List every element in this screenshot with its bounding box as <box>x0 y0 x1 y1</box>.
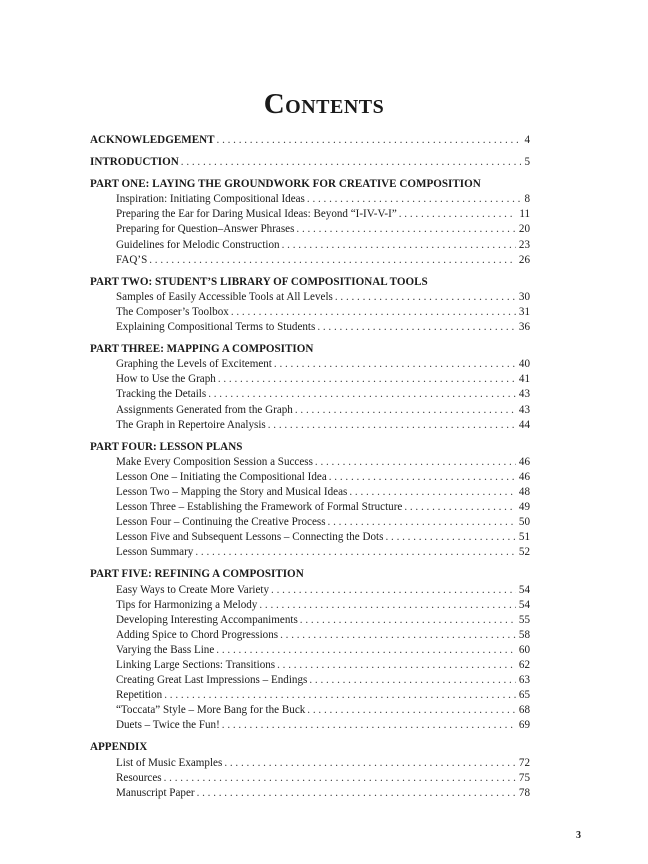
dot-leader <box>149 253 516 268</box>
toc-entry-label: Tracking the Details <box>116 388 207 401</box>
section-heading-label: PART ONE: LAYING THE GROUNDWORK FOR CREATIVE COMPOSITION <box>90 178 481 191</box>
toc-entry-page-number: 46 <box>518 455 530 468</box>
dot-leader <box>208 387 516 402</box>
section-heading-label: PART THREE: MAPPING A COMPOSITION <box>90 343 314 356</box>
toc-entry-page-number: 50 <box>518 516 530 529</box>
dot-leader <box>328 515 516 530</box>
dot-leader <box>404 500 516 515</box>
toc-entry-page-number: 69 <box>518 719 530 732</box>
toc-entry-label: The Graph in Repertoire Analysis <box>116 418 266 431</box>
dot-leader <box>274 357 516 372</box>
toc-entry <box>90 515 530 530</box>
toc-entry <box>90 320 530 335</box>
toc-entry-label: Assignments Generated from the Graph <box>116 403 293 416</box>
toc-entry <box>90 192 530 207</box>
toc-entry-page-number: 44 <box>518 418 530 431</box>
dot-leader <box>216 643 516 658</box>
toc-entry-page-number: 49 <box>518 501 530 514</box>
dot-leader <box>309 673 516 688</box>
toc-entry <box>90 222 530 237</box>
toc-entry-label: Lesson Two – Mapping the Story and Musical Ideas <box>116 485 348 498</box>
toc-entry-label: Adding Spice to Chord Progressions <box>116 628 279 641</box>
toc-section <box>90 177 530 268</box>
toc-entry <box>90 387 530 402</box>
dot-leader <box>277 658 516 673</box>
toc-entry-page-number: 72 <box>518 756 530 769</box>
dot-leader <box>280 628 516 643</box>
toc-entry-label: Lesson One – Initiating the Compositional Idea <box>116 470 327 483</box>
toc-entry-label: Guidelines for Melodic Construction <box>116 238 280 251</box>
toc-entry-label: Samples of Easily Accessible Tools at All Levels <box>116 290 333 303</box>
toc-entry <box>90 771 530 786</box>
toc-entry-page-number: 43 <box>518 388 530 401</box>
toc-entry-label: The Composer’s Toolbox <box>116 305 229 318</box>
toc-entry-page-number: 52 <box>518 546 530 559</box>
toc-section <box>90 275 530 335</box>
dot-leader <box>307 703 516 718</box>
toc-entry <box>90 718 530 733</box>
toc-entry-label: Creating Great Last Impressions – Endings <box>116 674 308 687</box>
toc-entry-page-number: 30 <box>518 290 530 303</box>
toc-entry-page-number: 63 <box>518 674 530 687</box>
dot-leader <box>282 238 516 253</box>
dot-leader <box>329 470 516 485</box>
toc-section <box>90 440 530 561</box>
toc-entry <box>90 613 530 628</box>
dot-leader <box>164 771 516 786</box>
toc-entry <box>90 357 530 372</box>
toc-entry <box>90 643 530 658</box>
toc-section-heading <box>90 177 530 192</box>
toc-entry-page-number: 20 <box>518 223 530 236</box>
dot-leader <box>268 418 516 433</box>
dot-leader <box>317 320 516 335</box>
toc-entry <box>90 372 530 387</box>
section-heading-label: ACKNOWLEDGEMENT <box>90 134 215 146</box>
toc-entry <box>90 628 530 643</box>
toc-section-heading <box>90 155 530 170</box>
toc-entry-label: Duets – Twice the Fun! <box>116 719 220 732</box>
dot-leader <box>349 485 516 500</box>
dot-leader <box>231 305 516 320</box>
toc-entry-page-number: 54 <box>518 583 530 596</box>
toc-section <box>90 567 530 733</box>
toc-entry-label: Resources <box>116 771 162 784</box>
toc-entry <box>90 545 530 560</box>
toc-entry-page-number: 78 <box>518 786 530 799</box>
dot-leader <box>218 372 516 387</box>
toc-section-heading <box>90 342 530 357</box>
dot-leader <box>222 718 516 733</box>
toc-entry <box>90 688 530 703</box>
toc-entry <box>90 530 530 545</box>
toc-entry-label: How to Use the Graph <box>116 373 216 386</box>
toc-entry-page-number: 31 <box>518 305 530 318</box>
toc-entry-page-number: 55 <box>518 613 530 626</box>
toc-entry-page-number: 54 <box>518 598 530 611</box>
toc-entry <box>90 207 530 222</box>
toc-entry <box>90 290 530 305</box>
toc-entry-label: Tips for Harmonizing a Melody <box>116 598 258 611</box>
toc-entry <box>90 470 530 485</box>
toc-entry-page-number: 60 <box>518 643 530 656</box>
toc-entry-label: “Toccata” Style – More Bang for the Buck <box>116 704 306 717</box>
toc-entry-page-number: 26 <box>518 253 530 266</box>
toc-entry-label: Repetition <box>116 689 163 702</box>
toc-entry <box>90 238 530 253</box>
dot-leader <box>300 613 516 628</box>
toc-entry-page-number: 40 <box>518 358 530 371</box>
toc-entry-page-number: 46 <box>518 470 530 483</box>
toc-entry-page-number: 65 <box>518 689 530 702</box>
toc-section <box>90 155 530 170</box>
dot-leader <box>197 786 516 801</box>
page-title: Contents <box>263 88 385 120</box>
toc-section <box>90 342 530 433</box>
toc-entry <box>90 418 530 433</box>
toc-entry <box>90 305 530 320</box>
toc-section <box>90 740 530 800</box>
toc-entry-label: Lesson Summary <box>116 546 194 559</box>
dot-leader <box>385 530 515 545</box>
dot-leader <box>271 583 516 598</box>
toc-entry-label: Make Every Composition Session a Success <box>116 455 313 468</box>
toc-entry-label: Preparing the Ear for Daring Musical Ideas: Beyond “I-IV-V-I” <box>116 208 397 221</box>
section-heading-label: INTRODUCTION <box>90 156 179 169</box>
dot-leader <box>296 222 516 237</box>
toc-entry <box>90 658 530 673</box>
toc-entry-page-number: 62 <box>518 659 530 671</box>
section-page-number: 5 <box>524 156 530 169</box>
toc-entry-label: Inspiration: Initiating Compositional Ideas <box>116 193 305 206</box>
toc-entry-page-number: 36 <box>518 321 530 334</box>
toc-entry-page-number: 8 <box>524 193 530 206</box>
toc-entry-label: Lesson Three – Establishing the Framework of Formal Structure <box>116 501 403 514</box>
dot-leader <box>164 688 516 703</box>
toc-entry-page-number: 41 <box>518 373 530 386</box>
section-heading-label: PART TWO: STUDENT’S LIBRARY OF COMPOSITIONAL TOOLS <box>90 275 428 288</box>
toc-entry-label: Developing Interesting Accompaniments <box>116 613 298 626</box>
toc-entry-page-number: 43 <box>518 403 530 416</box>
toc-entry <box>90 673 530 688</box>
toc-section <box>90 133 530 148</box>
toc-entry-label: Manuscript Paper <box>116 786 195 799</box>
section-page-number: 4 <box>524 134 530 146</box>
toc-entry <box>90 253 530 268</box>
toc-section-heading <box>90 740 530 755</box>
toc-entry-label: Preparing for Question–Answer Phrases <box>116 223 295 236</box>
section-heading-label: PART FIVE: REFINING A COMPOSITION <box>90 568 304 581</box>
toc-entry-page-number: 58 <box>518 628 530 641</box>
toc-entry-label: Explaining Compositional Terms to Students <box>116 321 316 334</box>
dot-leader <box>224 756 516 771</box>
dot-leader <box>195 545 516 560</box>
section-heading-label: APPENDIX <box>90 741 148 754</box>
table-of-contents <box>90 133 530 808</box>
toc-entry-label: Easy Ways to Create More Variety <box>116 583 270 596</box>
toc-entry <box>90 485 530 500</box>
toc-entry-page-number: 48 <box>518 485 530 498</box>
dot-leader <box>217 133 522 148</box>
toc-entry <box>90 598 530 613</box>
toc-entry <box>90 756 530 771</box>
toc-entry-label: FAQ’S <box>116 253 148 266</box>
toc-section-heading <box>90 567 530 582</box>
dot-leader <box>295 403 516 418</box>
toc-entry-page-number: 11 <box>519 208 530 221</box>
toc-entry-page-number: 51 <box>518 531 530 544</box>
dot-leader <box>335 290 516 305</box>
dot-leader <box>399 207 517 222</box>
toc-entry <box>90 455 530 470</box>
toc-entry <box>90 583 530 598</box>
toc-entry-page-number: 75 <box>518 771 530 784</box>
dot-leader <box>259 598 516 613</box>
toc-entry-label: Lesson Four – Continuing the Creative Process <box>116 516 326 529</box>
toc-entry-label: List of Music Examples <box>116 756 223 769</box>
toc-entry-label: Graphing the Levels of Excitement <box>116 358 272 371</box>
page-number: 3 <box>576 830 581 841</box>
toc-entry-page-number: 68 <box>518 704 530 717</box>
toc-entry <box>90 403 530 418</box>
toc-entry-label: Lesson Five and Subsequent Lessons – Connecting the Dots <box>116 531 384 544</box>
toc-entry-label: Linking Large Sections: Transitions <box>116 659 276 671</box>
section-heading-label: PART FOUR: LESSON PLANS <box>90 440 243 453</box>
toc-entry-page-number: 23 <box>518 238 530 251</box>
toc-section-heading <box>90 133 530 148</box>
toc-section-heading <box>90 275 530 290</box>
toc-section-heading <box>90 440 530 455</box>
toc-entry <box>90 786 530 801</box>
toc-entry <box>90 703 530 718</box>
dot-leader <box>315 455 516 470</box>
dot-leader <box>181 155 522 170</box>
dot-leader <box>307 192 522 207</box>
toc-entry-label: Varying the Bass Line <box>116 643 215 656</box>
toc-entry <box>90 500 530 515</box>
